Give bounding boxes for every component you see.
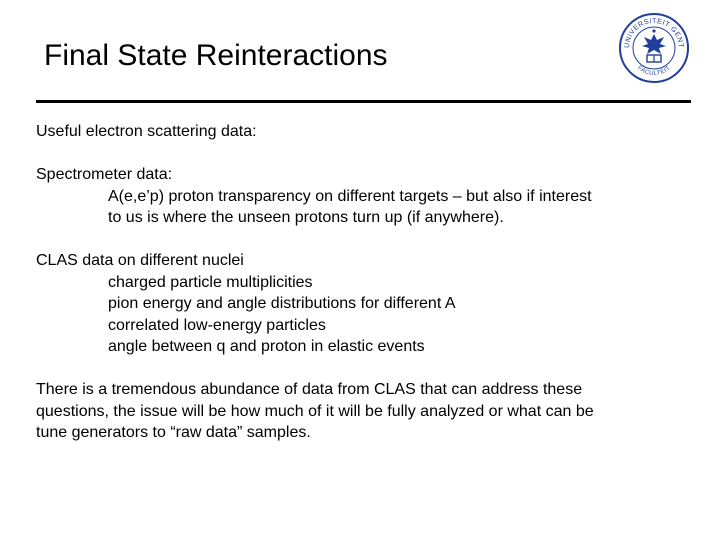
conclusion-line: tune generators to “raw data” samples. [36,424,311,441]
slide-title: Final State Reinteractions [44,39,388,72]
spectrometer-line: to us is where the unseen protons turn up (if anywhere). [108,209,504,226]
intro-line: Useful electron scattering data: [36,123,257,140]
seal-ring-text-bottom: FACULTEIT [636,65,672,78]
seal-ring-text-top: UNIVERSITEIT GENT [623,17,685,49]
clas-item: angle between q and proton in elastic events [108,338,425,355]
conclusion-line: There is a tremendous abundance of data from CLAS that can address these [36,381,583,398]
spectrometer-heading: Spectrometer data: [36,166,173,183]
conclusion-line: questions, the issue will be how much of it will be fully analyzed or what can be [36,402,594,420]
clas-heading: CLAS data on different nuclei [36,252,244,269]
university-seal-icon [618,12,690,84]
clas-item: correlated low-energy particles [108,316,326,334]
clas-item: charged particle multiplicities [108,273,313,291]
slide-body [36,121,696,444]
spectrometer-line: A(e,e’p) proton transparency on different targets – but also if interest [108,187,592,205]
clas-item: pion energy and angle distributions for different A [108,295,456,312]
title-divider [36,100,691,103]
